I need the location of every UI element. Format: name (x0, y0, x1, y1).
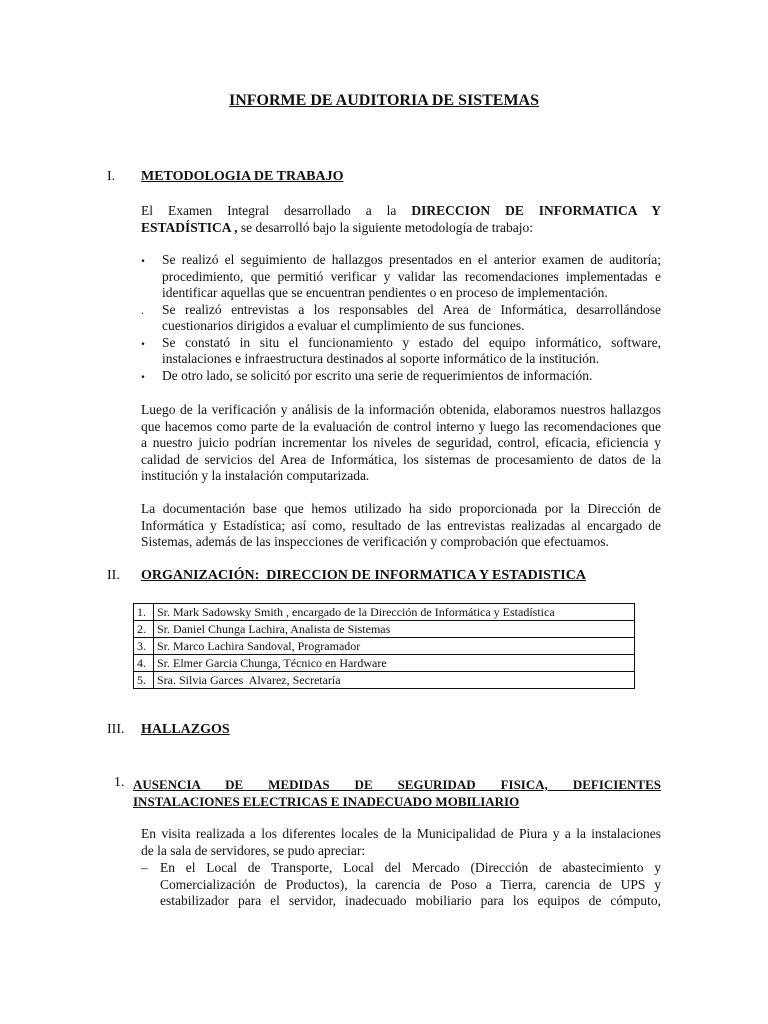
dash-line: Comercialización de Productos), la carencia de Poso a Tierra, carencia de UPS y (160, 876, 661, 892)
finding-1-dash-list (141, 860, 661, 910)
table-cell-number: 3. (134, 638, 154, 655)
bullet-dot-icon: . (141, 364, 145, 382)
paragraph-line: Luego de la verificación y análisis de la información obtenida, elaboramos nuestros hallazgos (141, 402, 661, 417)
table-cell-person: Sr. Marco Lachira Sandoval, Programador (154, 638, 635, 655)
table-row (134, 672, 635, 689)
intro-line-2 (141, 220, 661, 237)
bullet-dot-icon: . (141, 249, 145, 266)
paragraph-line: Sistemas, además de las inspecciones de verificación y comprobación que efectuamos. (141, 534, 609, 549)
intro-text-end: se desarrolló bajo la siguiente metodología de trabajo: (237, 219, 533, 235)
table-cell-number: 5. (134, 672, 154, 689)
bullet-line: cuestionarios dirigidos a evaluar el cumplimiento de sus funciones. (162, 318, 525, 333)
finding-1-number: 1. (114, 775, 125, 790)
bullet-line: identificar aquellas que se encuentran pendientes o en proceso de implementación. (162, 285, 608, 300)
bullet-line: De otro lado, se solicitó por escrito una serie de requerimientos de información. (162, 367, 593, 383)
section-3-numeral: III. (107, 722, 125, 737)
section-2-heading: ORGANIZACIÓN: DIRECCION DE INFORMATICA Y ESTADISTICA (141, 568, 586, 583)
table-cell-number: 1. (134, 604, 154, 621)
bullet-item (141, 249, 661, 302)
table-cell-person: Sr. Mark Sadowsky Smith , encargado de la Dirección de Informática y Estadística (154, 604, 635, 621)
bullet-line: Se realizó el seguimiento de hallazgos presentados en el anterior examen de auditoría; (162, 252, 661, 267)
bullet-line: procedimiento, que permitió verificar y validar las recomendaciones implementadas e (162, 268, 661, 284)
table-row (134, 655, 635, 672)
methodology-bullet-list (141, 249, 661, 384)
finding-title-line: AUSENCIA DE MEDIDAS DE SEGURIDAD FISICA, DEFICIENTES (133, 777, 661, 792)
section-1-numeral: I. (107, 169, 116, 184)
intro-line-1 (141, 203, 661, 220)
dash-line: estabilizador para el servidor, inadecuado mobiliario para los equipos de cómputo, (160, 893, 661, 908)
table-cell-number: 2. (134, 621, 154, 638)
paragraph-line: de la sala de servidores, se pudo apreciar: (141, 842, 366, 858)
paragraph-line: La documentación base que hemos utilizado ha sido proporcionada por la Dirección de (141, 501, 661, 516)
paragraph-line: a nuestro juicio podrían incrementar los niveles de seguridad, control, eficacia, eficiencia y (141, 435, 661, 450)
dash-bullet-icon: – (141, 860, 148, 875)
intro-text-start: El Examen Integral desarrollado a la (141, 203, 412, 218)
document-title: INFORME DE AUDITORIA DE SISTEMAS (229, 92, 539, 109)
table-cell-person: Sr. Daniel Chunga Lachira, Analista de Sistemas (154, 621, 635, 638)
finding-1-title (133, 777, 661, 810)
bullet-item (141, 331, 661, 368)
paragraph-line: institución y la instalación computarizada. (141, 468, 370, 483)
intro-bold-direccion: DIRECCION DE INFORMATICA Y (411, 203, 661, 218)
finding-1-intro (141, 826, 661, 859)
section-1-heading: METODOLOGIA DE TRABAJO (141, 169, 344, 184)
paragraph-line: En visita realizada a los diferentes locales de la Municipalidad de Piura y a la instalaciones (141, 826, 661, 841)
bullet-line: instalaciones e infraestructura destinados al soporte informático de la institución. (162, 351, 600, 366)
bullet-item (141, 364, 661, 385)
bullet-line: Se realizó entrevistas a los responsables del Area de Informática, desarrollándose (162, 301, 661, 317)
dash-line: En el Local de Transporte, Local del Mercado (Dirección de abastecimiento y (160, 860, 661, 875)
paragraph-line: calidad de servicios del Area de Informática, los sistemas de procesamiento de datos de la (141, 451, 661, 467)
table-row (134, 638, 635, 655)
table-cell-person: Sra. Silvia Garces Alvarez, Secretaría (154, 672, 635, 689)
section-1-paragraph-2 (141, 501, 661, 551)
table-cell-person: Sr. Elmer Garcia Chunga, Técnico en Hardware (154, 655, 635, 672)
bullet-dot-icon: . (141, 331, 145, 349)
finding-title-line: INSTALACIONES ELECTRICAS E INADECUADO MOBILIARIO (133, 793, 520, 809)
section-1-paragraph-1 (141, 402, 661, 485)
paragraph-line: que hacemos como parte de la evaluación de control interno y luego las recomendaciones que (141, 418, 661, 434)
table-cell-number: 4. (134, 655, 154, 672)
bullet-item (141, 302, 661, 335)
section-2-numeral: II. (107, 568, 120, 583)
intro-bold-estadistica: ESTADÍSTICA , (141, 219, 238, 235)
organization-table (133, 603, 635, 689)
dash-item (141, 860, 661, 910)
table-row (134, 604, 635, 621)
bullet-line: Se constató in situ el funcionamiento y estado del equipo informático, software, (162, 334, 661, 350)
section-1-intro (141, 203, 661, 236)
section-3-heading: HALLAZGOS (141, 722, 230, 737)
paragraph-line: Informática y Estadística; así como, resultado de las entrevistas realizadas al encargado de (141, 517, 661, 533)
bullet-dot-icon: . (141, 302, 144, 317)
table-row (134, 621, 635, 638)
